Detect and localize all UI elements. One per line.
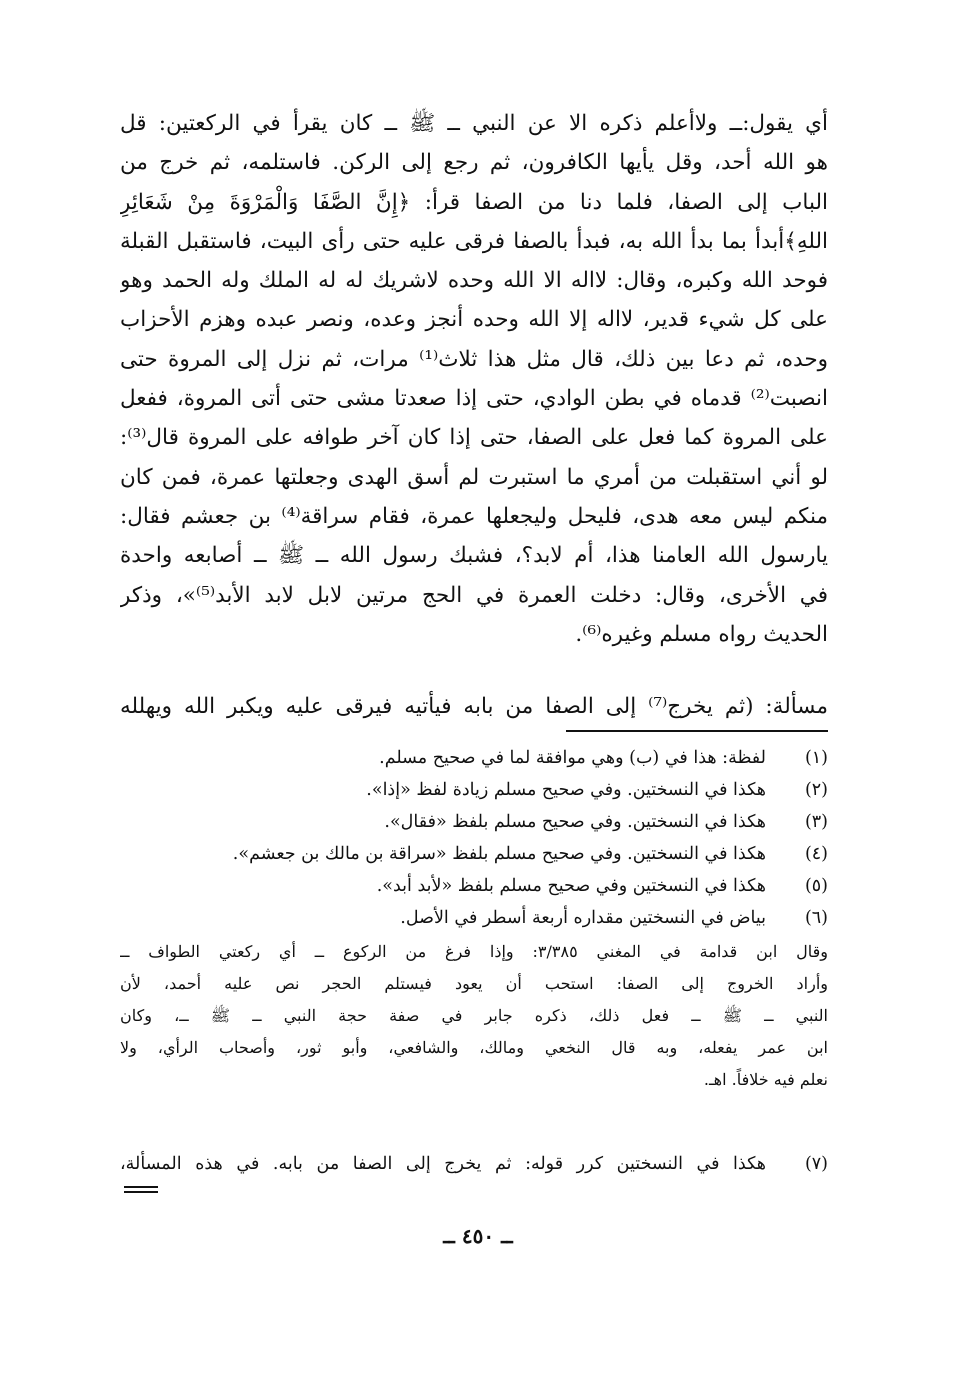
footnote-text: هكذا في النسختين. وفي صحيح مسلم بلفظ «فقال». (384, 812, 766, 832)
main-text-line: وحده، ثم دعا بين ذلك، قال مثل هذا ثلاث⁽¹⁾ مرات، ثم نزل إلى المروة حتى (120, 346, 828, 372)
footnotes (120, 742, 828, 1096)
footnote-text: هكذا في النسختين. وفي صحيح مسلم بلفظ «سراقة بن مالك بن جعشم». (232, 844, 766, 864)
footnote-6-quote (120, 936, 828, 1096)
footnote-quote-line: نعلم فيه خلافاً. اهـ. (703, 1070, 828, 1089)
main-text-line: يارسول الله العامنا هذا، أم لابد؟، فشبك رسول الله ــ ﷺ ــ أصابعه واحدة (120, 543, 828, 569)
footnote-quote-line: النبي ــ ﷺ ــ فعل ذلك، ذكره جابر في صفة حجة النبي ــ ﷺ ــ، وكان (120, 1006, 828, 1025)
footnote-text: هكذا في النسختين كرر قوله: ثم يخرج إلى الصفا من بابه. في هذه المسألة، (120, 1154, 766, 1174)
main-text-line: فوحد الله وكبره، وقال: لااله الا الله وحده لاشريك له له الملك وله الحمد وهو (120, 268, 828, 294)
main-text (120, 104, 828, 654)
main-text-line: منكم ليس معه هدى، فليحل وليجعلها عمرة، فقام سراقة⁽⁴⁾ بن جعشم فقال: (120, 503, 828, 529)
footnote-separator (566, 730, 828, 732)
footnote-number: (٣) (804, 812, 828, 832)
main-text-line: الحديث رواه مسلم وغيره⁽⁶⁾. (575, 621, 828, 647)
footnote-text: هكذا في النسختين وفي صحيح مسلم بلفظ «لأبد أبد». (376, 876, 766, 896)
main-text-line: على كل شيء قدير، لااله إلا الله وحده أنجز وعده، ونصر عبده وهزم الأحزاب (120, 307, 828, 333)
footnote-2 (120, 774, 828, 806)
main-text-line: في الأخرى، وقال: دخلت العمرة في الحج مرتين لابل لابد الأبد⁽⁵⁾»، وذكر (120, 582, 828, 608)
footnote-7 (120, 1148, 828, 1180)
footnote-text: لفظة: هذا في (ب) وهي موافقة لما في صحيح مسلم. (379, 748, 766, 768)
main-text-line: لو أني استقبلت من أمري ما استبرت لم أسق الهدى وجعلتها عمرة، فمن كان (120, 464, 828, 490)
main-text-line: هو الله أحد، وقل يأيها الكافرون، ثم رجع إلى الركن. فاستلمه، ثم خرج من (120, 150, 828, 176)
footnote-quote-line: وأراد الخروج إلى الصفا: استحب أن يعود فيستلم الحجر نص عليه أحمد، لأن (120, 974, 828, 993)
footnote-text: هكذا في النسختين. وفي صحيح مسلم زيادة لفظ «إذا». (366, 780, 766, 800)
footnote-6 (120, 902, 828, 934)
footnote-3 (120, 806, 828, 838)
footnote-number: (٤) (804, 844, 828, 864)
main-text-line: أي يقول:ــ ولاأعلم ذكره الا عن النبي ــ ﷺ ــ كان يقرأ في الركعتين: قل (120, 111, 828, 136)
masala-heading: مسألة: (ثم يخرج⁽⁷⁾ إلى الصفا من بابه فيأتيه فيرقى عليه ويكبر الله ويهلله (120, 694, 828, 719)
footnote-quote-line: وقال ابن قدامة في المغني ٣/٣٨٥: وإذا فرغ من الركوع ــ أي ركعتي الطواف ــ (120, 942, 828, 961)
footnote-number: (٧) (804, 1154, 828, 1174)
footnote-4 (120, 838, 828, 870)
main-text-line: على المروة كما فعل على الصفا، حتى إذا كان آخر طوافه على المروة قال⁽³⁾: (120, 425, 828, 451)
footnote-1 (120, 742, 828, 774)
footnote-number: (٢) (804, 780, 828, 800)
main-text-line: الباب إلى الصفا، فلما دنا من الصفا قرأ: ﴿إِنَّ الصَّفَا وَالْمَرْوَةَ مِنْ شَعَائِرِ (120, 189, 828, 215)
footnote-5 (120, 870, 828, 902)
main-text-line: اللهِ﴾أبدأ بما بدأ الله به، فبدأ بالصفا فرقى عليه حتى رأى البيت، فاستقبل القبلة (120, 228, 828, 254)
main-text-line: انصبت⁽²⁾ قدماه في بطن الوادي، حتى إذا صعدتا مشى حتى أتى المروة، ففعل (120, 386, 828, 412)
footnote-text: بياض في النسختين مقداره أربعة أسطر في الأصل. (400, 908, 766, 928)
footnote-number: (١) (804, 748, 828, 768)
footnote-quote-line: ابن عمر يفعله، وبه قال النخعي ومالك، والشافعي، وأبو ثور، وأصحاب الرأي، ولا (120, 1038, 828, 1057)
footnote-number: (٦) (804, 908, 828, 928)
footnote-number: (٥) (804, 876, 828, 896)
continuation-mark (124, 1186, 158, 1194)
page-number: ــ ٤٥٠ ــ (443, 1224, 513, 1248)
